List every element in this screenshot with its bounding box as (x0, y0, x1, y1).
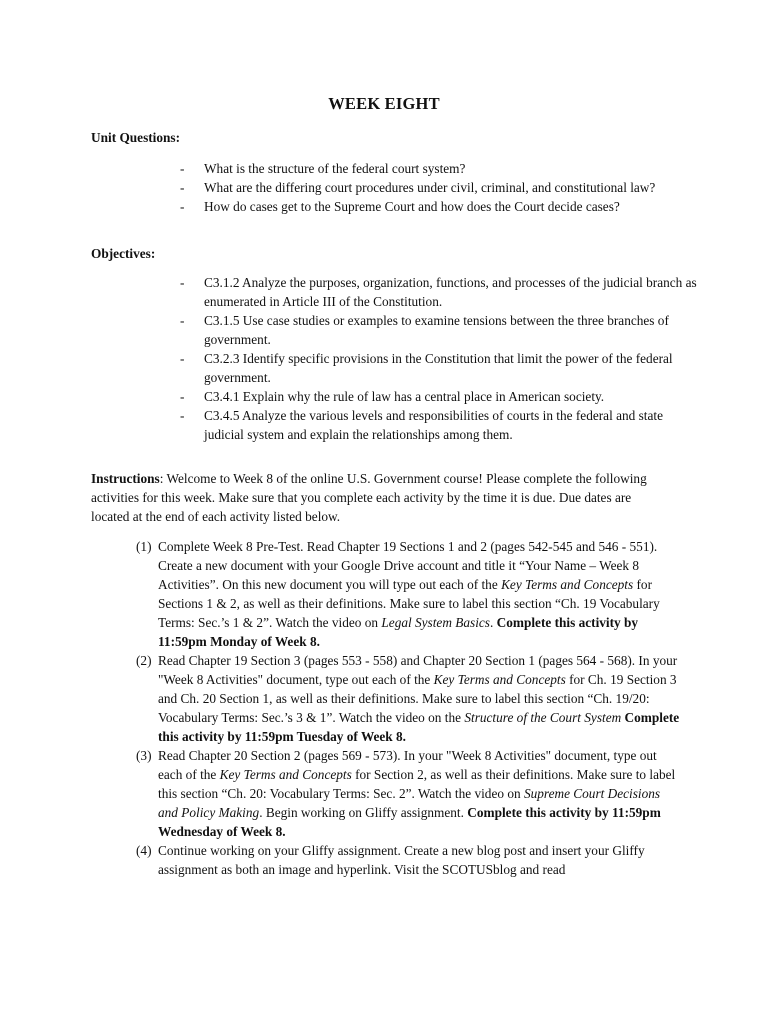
activity-item (136, 651, 681, 746)
activity-italic: Key Terms and Concepts (219, 767, 352, 782)
video-title: Legal System Basics (381, 615, 490, 630)
activity-number: (1) (136, 539, 152, 554)
objectives-list (180, 273, 700, 444)
list-item: - C3.4.5 Analyze the various levels and responsibilities of courts in the federal and state judicial system and explain the relationships among them. (180, 406, 700, 444)
list-item: - C3.4.1 Explain why the rule of law has a central place in American society. (180, 387, 700, 406)
instructions-text: : Welcome to Week 8 of the online U.S. Government course! Please complete the following activities for this week. Make sure that you complete each activity by the time it is due. Due dates are located at the end of each activity listed below. (91, 471, 647, 524)
activity-text: Read Chapter 19 Section 3 (pages 553 - 558) and Chapter 20 Section 1 (pages 564 - 568). In your "Week 8 Activities" document, type out each of the (158, 653, 678, 687)
activity-text: Read Chapter 20 Section 2 (pages 569 - 573). In your "Week 8 Activities" document, type out each of the (158, 748, 657, 782)
activity-number: (3) (136, 748, 152, 763)
video-title: Structure of the Court System (464, 710, 622, 725)
activities-list (136, 537, 681, 879)
activity-item (136, 537, 681, 651)
list-item: - C3.1.2 Analyze the purposes, organization, functions, and processes of the judicial branch as enumerated in Article III of the Constitution. (180, 273, 700, 311)
activity-text: . Begin working on Gliffy assignment. (259, 805, 468, 820)
activity-text: for Ch. 19 Section 3 and Ch. 20 Section 1, as well as their definitions. Make sure to label this section “Ch. 19/20: Vocabulary Terms: Sec.’s 3 & 1”. Watch the video on the (158, 672, 677, 725)
instructions-label: Instructions (91, 471, 160, 486)
list-item: - C3.1.5 Use case studies or examples to examine tensions between the three branches of government. (180, 311, 700, 349)
activity-number: (2) (136, 653, 152, 668)
activity-text: Complete Week 8 Pre-Test. Read Chapter 19 Sections 1 and 2 (pages 542-545 and 546 - 551). Create a new document with your Google Drive account and title it “Your Name – Week 8 Activities”. On this new document you will type out each of the (158, 539, 658, 592)
activity-item (136, 841, 681, 879)
objectives-heading: Objectives: (91, 246, 156, 261)
activity-text: for Sections 1 & 2, as well as their definitions. Make sure to label this section “Ch. 19 Vocabulary Terms: Sec.’s 1 & 2”. Watch the video on (158, 577, 660, 630)
list-item: - C3.2.3 Identify specific provisions in the Constitution that limit the power of the federal government. (180, 349, 700, 387)
page-title: WEEK EIGHT (328, 94, 440, 113)
due-date: Complete this activity by 11:59pm Wednesday of Week 8. (158, 805, 661, 839)
activity-text: for Section 2, as well as their definitions. Make sure to label this section “Ch. 20: Vocabulary Terms: Sec. 2”. Watch the video on (158, 767, 676, 801)
due-date: Complete this activity by 11:59pm Tuesday of Week 8. (158, 710, 680, 744)
video-title: Supreme Court Decisions and Policy Making (158, 786, 661, 820)
list-item: - How do cases get to the Supreme Court and how does the Court decide cases? (180, 197, 700, 216)
due-date: Complete this activity by 11:59pm Monday of Week 8. (158, 615, 639, 649)
activity-item (136, 746, 681, 841)
activity-text: Continue working on your Gliffy assignment. Create a new blog post and insert your Gliffy assignment as both an image and hyperlink. Visit the SCOTUSblog and read (158, 843, 645, 877)
list-item: - What is the structure of the federal court system? (180, 159, 700, 178)
activity-text: . (489, 615, 497, 630)
unit-questions-list (180, 159, 700, 216)
activity-number: (4) (136, 843, 152, 858)
activity-italic: Key Terms and Concepts (501, 577, 634, 592)
unit-questions-heading: Unit Questions: (91, 130, 181, 145)
list-item: - What are the differing court procedures under civil, criminal, and constitutional law? (180, 178, 700, 197)
instructions-paragraph (91, 469, 671, 526)
activity-italic: Key Terms and Concepts (433, 672, 566, 687)
